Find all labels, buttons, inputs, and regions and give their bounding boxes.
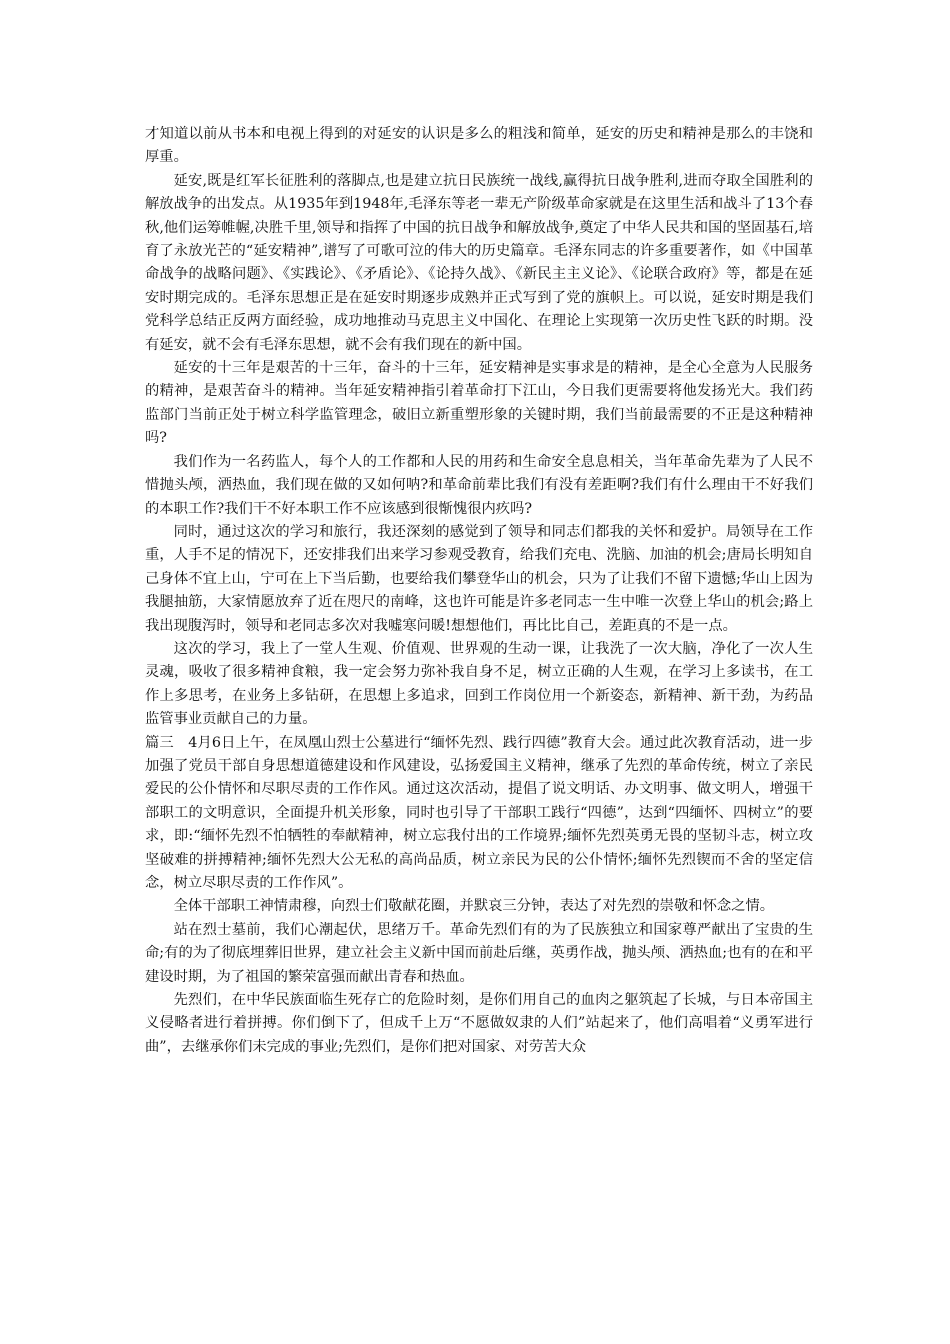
paragraph: 先烈们，在中华民族面临生死存亡的危险时刻，是你们用自己的血肉之躯筑起了长城，与日本帝国主义侵略者进行着拼搏。你们倒下了，但成千上万“不愿做奴隶的人们”站起来了，他们高唱着“义勇军进行曲”，去继承你们未完成的事业;先烈们，是你们把对国家、对劳苦大众	[145, 992, 813, 1055]
paragraph: 延安的十三年是艰苦的十三年，奋斗的十三年，延安精神是实事求是的精神，是全心全意为人民服务的精神，是艰苦奋斗的精神。当年延安精神指引着革命打下江山，今日我们更需要将他发扬光大。我们药监部门当前正处于树立科学监管理念，破旧立新重塑形象的关键时期，我们当前最需要的不正是这种精神吗?	[145, 360, 813, 447]
paragraph: 全体干部职工神情肃穆，向烈士们敬献花圈，并默哀三分钟，表达了对先烈的崇敬和怀念之情。	[173, 898, 775, 915]
paragraph: 这次的学习，我上了一堂人生观、价值观、世界观的生动一课，让我洗了一次大脑，净化了一次人生灵魂，吸收了很多精神食粮，我一定会努力弥补我自身不足，树立正确的人生观，在学习上多读书，在工作上多思考，在业务上多钻研，在思想上多追求，回到工作岗位用一个新姿态，新精神、新干劲，为药品监管事业贡献自己的力量。	[145, 640, 813, 728]
paragraph: 延安,既是红军长征胜利的落脚点,也是建立抗日民族统一战线,赢得抗日战争胜利,进而夺取全国胜利的解放战争的出发点。从1935年到1948年,毛泽东等老一辈无产阶级革命家就是在这里生活和战斗了13个春秋,他们运筹帷幄,决胜千里,领导和指挥了中国的抗日战争和解放战争,奠定了中华人民共和国的坚固基石,培育了永放光芒的“延安精神”,谱写了可歌可泣的伟大的历史篇章。毛泽东同志的许多重要著作，如《中国革命战争的战略问题》、《实践论》、《矛盾论》、《论持久战》、《新民主主义论》、《论联合政府》等，都是在延安时期完成的。毛泽东思想正是在延安时期逐步成熟并正式写到了党的旗帜上。可以说，延安时期是我们党科学总结正反两方面经验，成功地推动马克思主义中国化、在理论上实现第一次历史性飞跃的时期。没有延安，就不会有毛泽东思想，就不会有我们现在的新中国。	[145, 172, 813, 353]
paragraph: 我们作为一名药监人，每个人的工作都和人民的用药和生命安全息息相关，当年革命先辈为了人民不惜抛头颅，洒热血，我们现在做的又如何呐?和革命前辈比我们有没有差距啊?我们有什么理由干不好我们的本职工作?我们干不好本职工作不应该感到很惭愧很内疚吗?	[145, 453, 813, 517]
document-body	[145, 123, 813, 1059]
paragraph: 才知道以前从书本和电视上得到的对延安的认识是多么的粗浅和简单，延安的历史和精神是那么的丰饶和厚重。	[145, 126, 813, 166]
paragraph: 同时，通过这次的学习和旅行，我还深刻的感觉到了领导和同志们都我的关怀和爱护。局领导在工作重，人手不足的情况下，还安排我们出来学习参观受教育，给我们充电、洗脑、加油的机会;唐局长明知自己身体不宜上山，宁可在上下当后勤，也要给我们攀登华山的机会，只为了让我们不留下遗憾;华山上因为我腿抽筋，大家情愿放弃了近在咫尺的南峰，这也许可能是许多老同志一生中唯一次登上华山的机会;路上我出现腹泻时，领导和老同志多次对我嘘寒问暖!想想他们，再比比自己，差距真的不是一点。	[145, 523, 813, 634]
paragraph: 站在烈士墓前，我们心潮起伏，思绪万千。革命先烈们有的为了民族独立和国家尊严献出了宝贵的生命;有的为了彻底埋葬旧世界，建立社会主义新中国而前赴后继，英勇作战，抛头颅、洒热血;也有的在和平建设时期，为了祖国的繁荣富强而献出青春和热血。	[145, 921, 813, 985]
section-heading-paragraph: 篇三 4月6日上午，在凤凰山烈士公墓进行“缅怀先烈、践行四德”教育大会。通过此次教育活动，进一步加强了党员干部自身思想道德建设和作风建设，弘扬爱国主义精神，继承了先烈的革命传统，树立了亲民爱民的公仆情怀和尽职尽责的工作作风。通过这次活动，提倡了说文明话、办文明事、做文明人，增强干部职工的文明意识，全面提升机关形象，同时也引导了干部职工践行“四德”，达到“四缅怀、四树立”的要求，即:“缅怀先烈不怕牺牲的奉献精神，树立忘我付出的工作境界;缅怀先烈英勇无畏的坚韧斗志，树立攻坚破难的拼搏精神;缅怀先烈大公无私的高尚品质，树立亲民为民的公仆情怀;缅怀先烈锲而不舍的坚定信念，树立尽职尽责的工作作风”。	[145, 734, 813, 891]
